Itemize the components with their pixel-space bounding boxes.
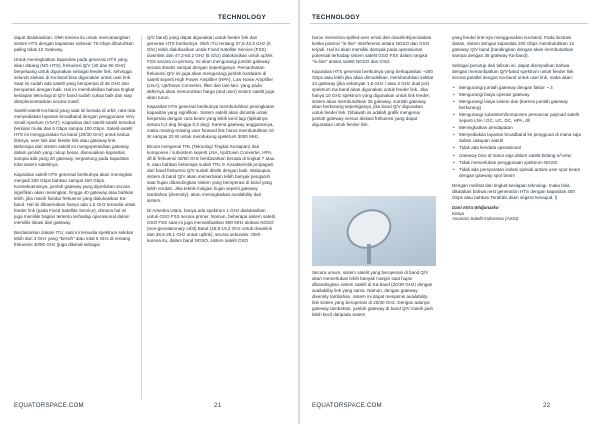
left-page-column-2 [147, 35, 275, 399]
list-item: • Mengurangi jumlah gateway dengan faktor ~ 3 [452, 85, 582, 91]
paragraph: harus menerima spilled-over emisi dan downlink/penolakan ketika potensi "in-line" interferensi antara NGSO dan GSO terjadi. Hal ini akan memiliki dampak pada operasional potensial terhadap sistem satelit GSO FSS dalam rangka "in-line" antara satelit NGSO dan GSO. [312, 35, 432, 64]
footer-website: EQUATORSPACE.COM [312, 402, 382, 409]
paragraph: dapat dialokasikan. Oleh karena itu untuk mencanangkan sistem HTS dengan kapasitas sebesar 75 Gbps dibutuhkan paling tidak 10 Gateway. [14, 35, 134, 52]
author-name: Dani Intra Widjanarko [452, 204, 499, 210]
list-item: • Tidak ada persyaratan isolasi spasial antara user spot beam dengan gateway spot beam [452, 167, 582, 179]
paragraph: Bicara mengenai TRL (Teknologi Tingkat Kesiapan) dari komponen / subsistem seperti LNA, Up/Down Converter, HPA, dll di frekuensi 40/50 GHz berdasarkan berada di tingkat 7 atau 8, atau bahkan beberapa sudah TRL 9. Karakteristik propagasi dari band frekuensi Q/V sudah diteliti dengan baik. Walaupun, sistem di band Q/V akan memerlukan lebih banyak pengaruh saat hujan dibandingkan sistem yang beroperasi di band yang lebih rendah. Jika teknik mitigasi hujan seperti gateway tambahan (diversity), akan meningkatkan availability dari sistem. [147, 144, 275, 203]
right-page-column-1-bottom [312, 270, 434, 400]
paragraph: Berdasarkan dokasi ITU, saat ini tersedia spektrum selebar lebih dari 3 GHz yang "bersih" atau total 6 GHz di rentang frekuensi 40/50 GHz (juga dikenal sebagai [14, 229, 134, 247]
paragraph: Kapasitas HTS generasi berikutnya yang berkapasitas ~200 Gbps atau lebih jika akan dimodelkan, membutuhkan sekitar 24 gateway (jika sebanyak 1,5 GHz / atau 3 GHz dual pol) spektrum Ka-band akan digunakan untuk feeder link. Jika hanya 10 GHz spektrum yang digunakan untuk link feeder, sistem akan membutuhkan 35 gateway. Jumlah gateway akan berkurang sepertiganya, jika band Q/V digunakan untuk feeder link. Dibawah ini adalah grafik mengenai jumlah gateway versus alokasi frekuensi yang dapat digunakan untuk feeder link. [312, 68, 434, 128]
paragraph: Di Amerika Utara, hanya ada spektrum 1 GHz dialokasikan untuk GSO FSS secara primer. Namun, beberapa sistem satelit GSO FSS saat ini juga memanfaatkan 500 MHz alokasi NGSO (non-geostationary orbit) Band (18,8-19,3 GHz untuk downlink dan 28,6-29,1 GHz untuk uplink), secara sekunder. Oleh karena itu, dalam band NGSO, sistem satelit GSO [147, 207, 275, 243]
paragraph: Q/V band) yang dapat digunakan untuk feeder link dari generasi HTS berikutnya. Oleh ITU rentang 37,5-42,5 GHz (5 Ghz) telah dialokasikan untuk Fixed Satellite Service (FSS) downlink dan 47,2-50,2 GHz (5 Ghz) dialokasikan untuk uplink FSS secara co-primary. Ini akan mengurangi jumlah gateway secara drastis sampai dengan sepertiganya. Pemanfaatan frekuensi Q/V ini juga akan mengurangi jumlah hardware di satelit seperti High Power Amplifier (HPA), Low Noise Amplifier (LNA), Up/Down Converter, filter dan lain-lain, yang pada akhirnya akan menurunkan harga (and user) sistem satelit juga akan turun. [147, 35, 275, 100]
paragraph: Kapasitas HTS generasi berikutnya membutuhkan peningkatan kapasitas yang signifikan. Sistem satelit akan dimintai untuk berperasi dengan cara beam yang lebih kecil lagi (tipikalnya antara 0,2 deg hingga 0,3 deg). Karena gateway anggarannya, maka masing-masing user forward link harus membutuhkan 10 W sampai 20 W untuk mendukung spektrum 3000 MHz. [147, 104, 275, 140]
page-header: TECHNOLOGY [312, 14, 361, 21]
right-page-column-1-top [312, 35, 434, 193]
author-organization: Asosiasi Satelit Indonesia (ASSI) [452, 216, 519, 222]
list-item: • Gateway bisa di mana saja dalam satelit bidang-of-view [452, 153, 582, 159]
list-item: • Mengurangi biaya operasi gateway [452, 92, 582, 98]
list-item: • Tidak memerlukan penggunaan spektrum NGSO [452, 160, 582, 166]
page-number: 21 [214, 402, 222, 409]
paragraph: Sebagai penutup dari tulisan ini, dapat disimpulkan bahwa dengan memanfaatkan Q/V-band spektrum untuk feeder link secara parallel dengan Ka-band untuk user link, maka akan: [452, 62, 574, 80]
conclusion-list [452, 85, 582, 179]
header-divider [12, 23, 290, 24]
page-number: 22 [543, 402, 551, 409]
footer-website: EQUATORSPACE.COM [14, 402, 84, 409]
list-item: • Tidak ada kendala operasional [452, 145, 582, 151]
paragraph: Kapasitas satelit HTS generasi berikutnya akan meningkat menjadi 200 Gbps bahkan sampai 400 Gbps. Konsekuensinya, jumlah gateway yang diperlukan secara signifikan akan meningkat, hingga 40 gateway atau bahkan lebih, jika masih fixedar frekuensi yang dialokasikan Ka-band. Hal ini dikarenakan hanya ada 1,5 GHz tersedia untuk feeder link (pada Fixed Satellite Service), dimana hal ini juga memiliki bagian tertentu terhadap operasional dalam memiliki lokasi dari gateway. [14, 172, 136, 225]
article-image [312, 196, 436, 266]
list-item: • Mengurangi biaya sistem dan (karena jumlah gateway berkurang) [452, 99, 582, 111]
right-page [300, 0, 600, 424]
paragraph: Untuk meningkatkan kapasitas pada generasi HTS yang akan datang (NG HTS), frekuensi Q/V (40 dan 50 GHz) berpeluang untuk digunakan sebagai feeder link, sehingga seluruh alokasi di Ka-band bisa digunakan untuk user link. Saat ini sudah ada satelit yang beroperasi di 46 GHz dan beroperasi dengan baik. Hal ini membuktikan bahwa tingkat kesiapan teknologi di Q/V band sudah cukup baik dan siap diimplementasikan secara masif. [14, 56, 135, 104]
right-page-column-2 [452, 35, 582, 399]
dish-mast [367, 244, 371, 264]
author-role: Ketua [452, 210, 464, 216]
left-page-column-1 [14, 35, 136, 399]
column-divider [141, 35, 142, 399]
header-divider [310, 23, 588, 24]
paragraph: yang feeder link-nya menggunakan Ka-band. Pada ilustrasi diatas, sistem dengan kapasitas 200 Gbps membutuhkan 12 gateway Q/V band (bandingkan dengan akan membutuhkan sampai dengan 35 gateway Ka-band). [452, 35, 575, 58]
paragraph: Dengan melihat dari tingkat kesiapan teknologi, maka bisa dikatakan bahwa next generation HTS dengan kapasitas 400 Gbps atau bahkan Terabit/s akan segera terwujud. § [452, 182, 575, 200]
list-item: • Meningkatkan pendapatan [452, 125, 582, 131]
page-header: TECHNOLOGY [218, 14, 267, 21]
paragraph: Satelit-satelit Ka-band yang saat ini berada di orbit, rata-rata menyediakan layanan broadband dengan penggunaan Very Small Aperture (VSAT). Kapasitas dari satelit-satelit tersebut berkisar mulai dari 5 Gbps sampai 100 Gbps. Satelit-satelit HTS ini menggunakan Ka-band (20/30 GHz) untuk kedua linknya, user link dan feeder link atau gateway link. Beberapa dari sistem satelit ini mengoperasikan gateway dalam jumlah yang cukup besar, disesuaikan kapasitas sampai ada yang 20 gateway, tergantung pada kapasitas total sistem satelitnya. [14, 108, 136, 168]
paragraph: Secara umum, sistem satelit yang beroperasi di band Q/V akan memerlukan lebih banyak margin saat hujan dibandingkan sistem satelit di Ka-band (20/30 GHz) dengan availability link yang sama. Namun, dengan gateway diversity tambahan, sistem ini dapat menjamin availability link sistem yang beroperasi di 20/30 GHz. Dengan adanya gateway tambahan, jumlah gateway di band Q/V masih jauh lebih kecil daripada sistem [312, 270, 434, 317]
list-item: • Mengurangi subsistem/komponen pemancar payload satelit seperti LNA / DC, UC, DC, HPA, dll [452, 112, 582, 124]
list-item: • Menyediakan layanan broadband ke pengguna di mana saja dalam cakupan satelit [452, 132, 582, 144]
